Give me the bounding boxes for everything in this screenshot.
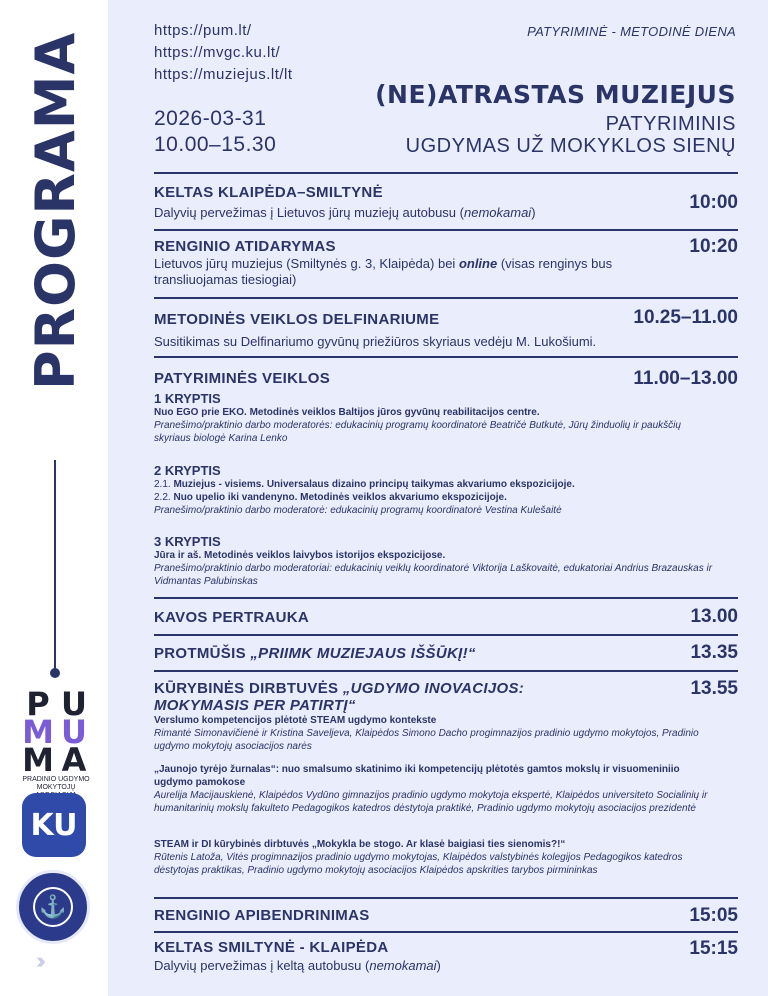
track-activity: Nuo EGO prie EKO. Metodinės veiklos Baltijos jūros gyvūnų reabilitacijos centre. bbox=[154, 407, 540, 418]
workshop-title: „Jaunojo tyrėjo žurnalas“: nuo smalsumo skatinimo iki kompetencijų plėtotės gamtos mokslų ir visuomeniniio ugdymo pamokose bbox=[154, 764, 680, 788]
item-time: 13.55 bbox=[690, 678, 738, 699]
divider bbox=[154, 597, 738, 599]
track-title: 2 KRYPTIS bbox=[154, 463, 221, 478]
decorative-line bbox=[54, 460, 56, 670]
anchor-icon: ⚓ bbox=[33, 887, 73, 927]
url-link[interactable]: https://mvgc.ku.lt/ bbox=[154, 44, 281, 61]
track-title: 1 KRYPTIS bbox=[154, 391, 221, 406]
workshop-presenters: Aurelija Macijauskienė, Klaipėdos Vydūno gimnazijos pradinio ugdymo mokytoja ekspertė, Klaipėdos universiteto Socialinių ir humanitarinių mokslų fakulteto Pedagogikos katedros dėstytoja praktikė, Pradinio ugdymo mokytojų asociacijos prezidentė bbox=[154, 790, 708, 814]
url-list bbox=[154, 20, 293, 86]
event-date: 2026-03-31 bbox=[154, 107, 267, 130]
event-datetime bbox=[154, 106, 276, 158]
workshop-title: STEAM ir DI kūrybinės dirbtuvės „Mokykla be stogo. Ar klasė baigiasi ties sienomis?!“ bbox=[154, 839, 566, 850]
divider bbox=[154, 356, 738, 358]
item-title: KAVOS PERTRAUKA bbox=[154, 609, 310, 626]
item-desc: Lietuvos jūrų muziejus (Smiltynės g. 3, Klaipėda) bei online (visas renginys bus transliuojamas tiesiogiai) bbox=[154, 256, 613, 287]
track-activity: 2.1. Muziejus - visiems. Universalaus dizaino principų taikymas akvariumo ekspozicijoje. bbox=[154, 479, 575, 490]
track-activity: Jūra ir aš. Metodinės veiklos laivybos istorijos ekspozicijose. bbox=[154, 550, 446, 561]
item-title: RENGINIO APIBENDRINIMAS bbox=[154, 907, 370, 924]
divider bbox=[154, 229, 738, 231]
track-moderators: Pranešimo/praktinio darbo moderatoriai: edukacinių veiklų koordinatorė Viktorija Laškovaitė, edukatoriai Andrius Brazauskas ir Vidmantas Palubinskas bbox=[154, 563, 713, 587]
track-activity: 2.2. Nuo upelio iki vandenyno. Metodinės veiklos akvariumo ekspozicijoje. bbox=[154, 492, 507, 503]
decorative-dot bbox=[50, 668, 60, 678]
divider bbox=[154, 297, 738, 299]
eyebrow: PATYRIMINĖ - METODINĖ DIENA bbox=[527, 24, 736, 39]
url-link[interactable]: https://muziejus.lt/lt bbox=[154, 66, 293, 83]
item-time: 10:20 bbox=[689, 236, 738, 257]
item-desc: Dalyvių pervežimas į Lietuvos jūrų muziejų autobusu (nemokamai) bbox=[154, 205, 536, 220]
url-link[interactable]: https://pum.lt/ bbox=[154, 22, 252, 39]
item-title: RENGINIO ATIDARYMAS bbox=[154, 238, 336, 255]
item-time: 10.25–11.00 bbox=[633, 307, 738, 328]
track-moderators: Pranešimo/praktinio darbo moderatorė: edukacinių programų koordinatorė Vestina Kulešaitė bbox=[154, 505, 562, 516]
item-time: 13.35 bbox=[690, 642, 738, 663]
divider bbox=[154, 670, 738, 672]
item-time: 15:05 bbox=[689, 905, 738, 926]
item-time: 15:15 bbox=[689, 938, 738, 959]
divider bbox=[154, 634, 738, 636]
track-title: 3 KRYPTIS bbox=[154, 534, 221, 549]
item-desc: Susitikimas su Delfinariumo gyvūnų priežiūros skyriaus vedėju M. Lukošiumi. bbox=[154, 334, 597, 349]
item-desc: Dalyvių pervežimas į keltą autobusu (nemokamai) bbox=[154, 958, 441, 973]
item-title: PATYRIMINĖS VEIKLOS bbox=[154, 370, 330, 387]
ku-logo: KU bbox=[22, 793, 86, 857]
item-title: KELTAS SMILTYNĖ - KLAIPĖDA bbox=[154, 939, 389, 956]
item-title: PROTMŪŠIS „PRIIMK MUZIEJAUS IŠŠŪKĮ!“ bbox=[154, 645, 476, 662]
page-title: (NE)ATRASTAS MUZIEJUS bbox=[375, 80, 736, 109]
puma-logo: P U M U M A PRADINIO UGDYMO MOKYTOJŲ bbox=[20, 690, 92, 800]
workshop-presenters: Rūtenis Latoža, Vitės progimnazijos pradinio ugdymo mokytojas, Klaipėdos valstybinės kolegijos Pedagogikos katedros dėstytojas praktikas, Pradinio ugdymo mokytojų asociacijos Klaipėdos apskrities tarybos pirmininkas bbox=[154, 852, 683, 876]
divider bbox=[154, 897, 738, 899]
puma-caption: PRADINIO UGDYMO MOKYTOJŲ bbox=[22, 776, 90, 791]
item-title: KŪRYBINĖS DIRBTUVĖS „UGDYMO INOVACIJOS: MOKYMASIS PER PATIRTĮ“ bbox=[154, 680, 525, 714]
chevron-right-icon: ››› bbox=[36, 948, 40, 973]
track-moderators: Pranešimo/praktinio darbo moderatorės: edukacinių programų koordinatorė Beatričė Butkutė, Jūrų žinduolių ir paukščių skyriaus biologė Karina Lenko bbox=[154, 420, 681, 444]
vertical-title: PROGRAMA bbox=[24, 31, 87, 390]
item-time: 11.00–13.00 bbox=[633, 368, 738, 389]
divider bbox=[154, 931, 738, 933]
program-panel bbox=[108, 0, 768, 996]
workshop-presenters: Rimantė Simonavičienė ir Kristina Saveljeva, Klaipėdos Simono Dacho progimnazijos pradinio ugdymo mokytojos, Pradinio ugdymo mokytojų asociacijos narės bbox=[154, 728, 699, 752]
workshop-title: Verslumo kompetencijos plėtotė STEAM ugdymo kontekste bbox=[154, 715, 437, 726]
item-title: METODINĖS VEIKLOS DELFINARIUME bbox=[154, 311, 440, 328]
item-time: 10:00 bbox=[689, 192, 738, 213]
event-time: 10.00–15.30 bbox=[154, 133, 277, 156]
divider bbox=[154, 172, 738, 174]
sea-museum-seal-logo bbox=[16, 870, 90, 944]
item-title: KELTAS KLAIPĖDA–SMILTYNĖ bbox=[154, 184, 383, 201]
item-time: 13.00 bbox=[690, 606, 738, 627]
page-subtitle: PATYRIMINIS UGDYMAS UŽ MOKYKLOS SIENŲ bbox=[405, 113, 736, 157]
sidebar bbox=[0, 0, 108, 996]
